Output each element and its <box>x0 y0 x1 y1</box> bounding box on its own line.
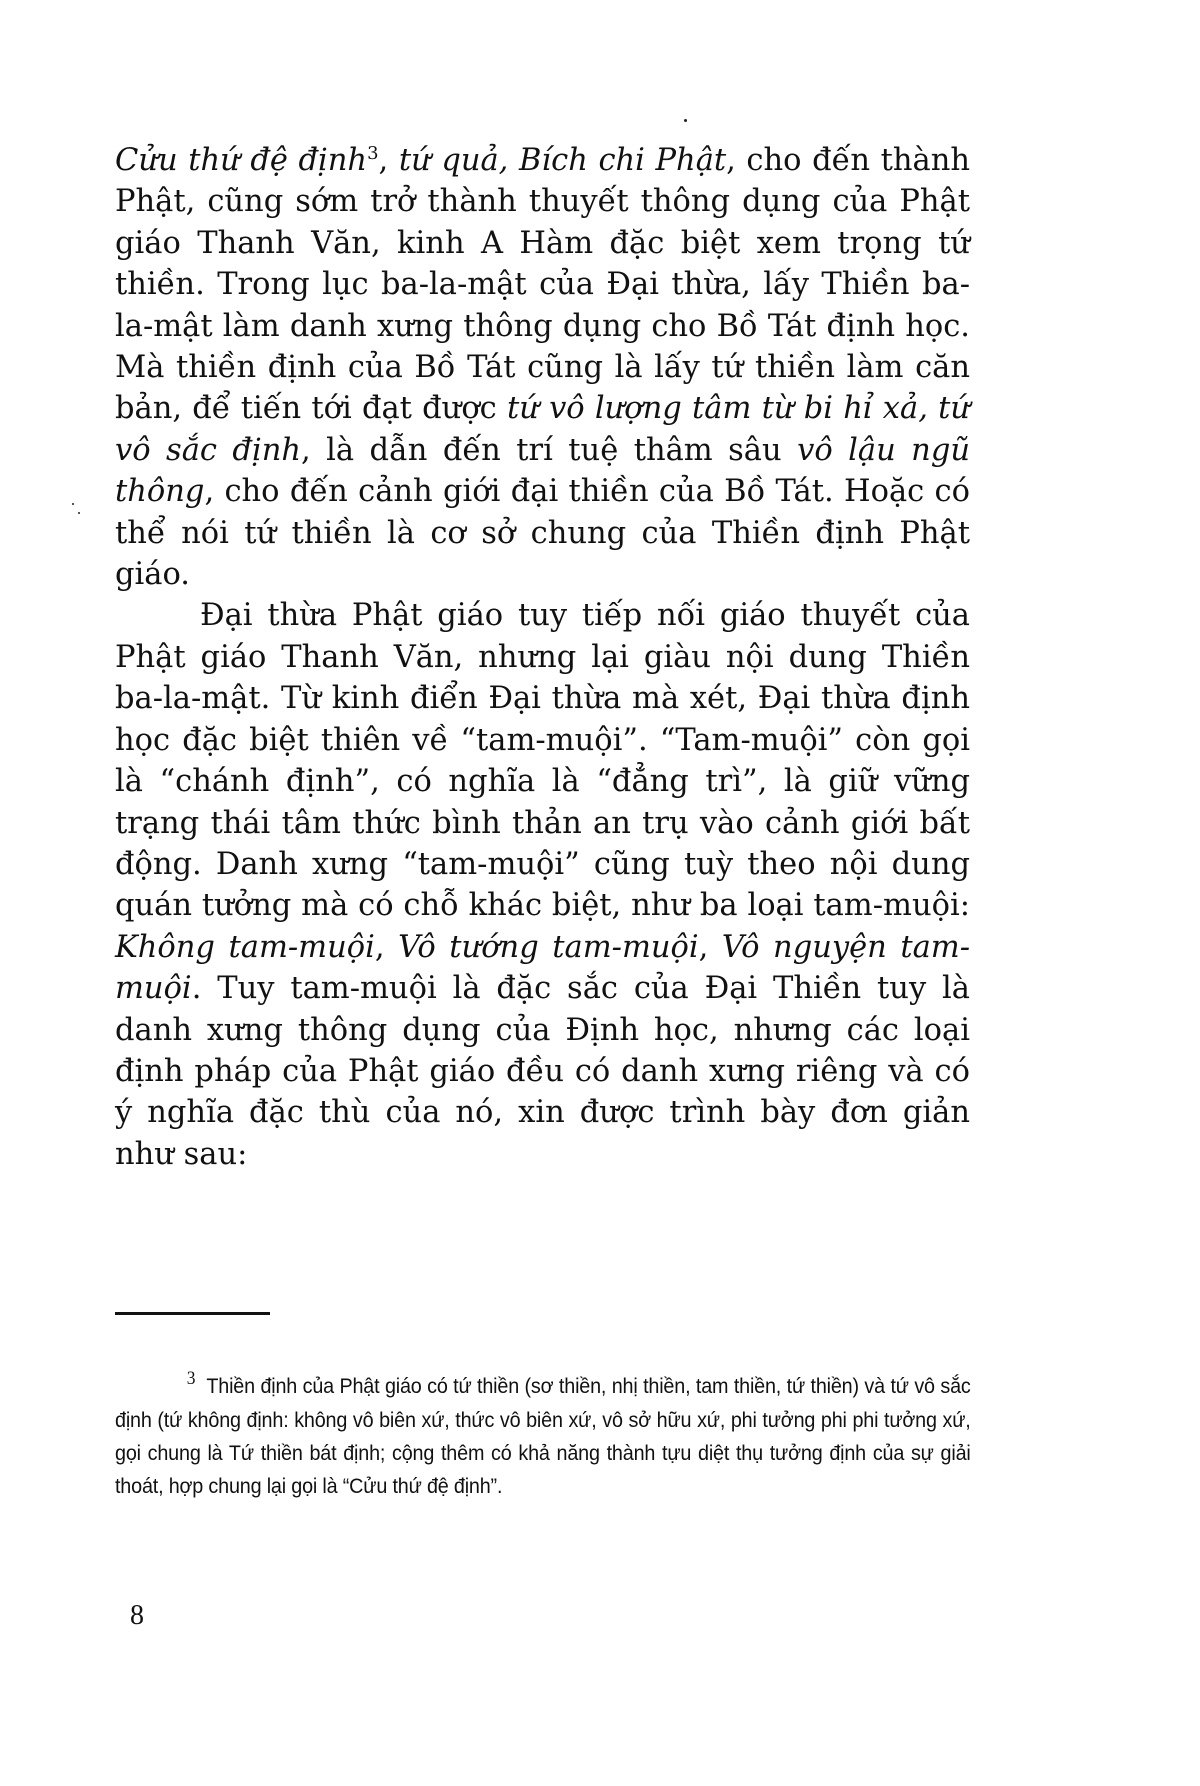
text-run: , cho đến cảnh giới đại thiền của Bồ Tát. Hoặc có thể nói tứ thiền là cơ sở chung của Thiền định Phật giáo. <box>115 474 970 593</box>
footnote <box>115 1370 971 1503</box>
italic-term: vô lậu ngũ thông <box>115 432 970 510</box>
footnote-divider <box>115 1312 270 1315</box>
paragraph-1 <box>115 140 970 595</box>
paragraph-2 <box>115 595 970 1175</box>
text-run: Đại thừa Phật giáo tuy tiếp nối giáo thuyết của Phật giáo Thanh Văn, nhưng lại giàu nội dung Thiền ba-la-mật. Từ kinh điển Đại thừa mà xét, Đại thừa định học đặc biệt thiên về “tam-muội”. “Tam-muội” còn gọi là “chánh định”, có nghĩa là “đẳng trì”, là giữ vững trạng thái tâm thức bình thản an trụ vào cảnh giới bất động. Danh xưng “tam-muội” cũng tuỳ theo nội dung quán tưởng mà có chỗ khác biệt, như ba loại tam-muội: <box>115 598 970 924</box>
text-run: , <box>698 929 722 965</box>
italic-term: Vô nguyện tam-muội <box>115 929 971 1007</box>
italic-term: Không tam-muội <box>115 929 375 965</box>
footnote-text: Thiền định của Phật giáo có tứ thiền (sơ thiền, nhị thiền, tam thiền, tứ thiền) và tứ vô sắc định (tứ không định: không vô biên xứ, thức vô biên xứ, vô sở hữu xứ, phi tưởng phi phi tưởng xứ, gọi chung là Tứ thiền bát định; cộng thêm có khả năng thành tựu diệt thụ tưởng định của sự giải thoát, hợp chung lại gọi là “Cửu thứ đệ định”. <box>115 1374 971 1498</box>
text-run: , cho đến thành Phật, cũng sớm trở thành thuyết thông dụng của Phật giáo Thanh Văn, kinh A Hàm đặc biệt xem trọng tứ thiền. Trong lục ba-la-mật của Đại thừa, lấy Thiền ba-la-mật làm danh xưng thông dụng cho Bồ Tát định học. Mà thiền định của Bồ Tát cũng là lấy tứ thiền làm căn bản, để tiến tới đạt được <box>115 143 970 427</box>
italic-term: tứ quả, Bích chi Phật <box>398 143 727 178</box>
footnote-reference[interactable]: 3 <box>367 142 379 164</box>
page-number: 8 <box>130 1600 144 1631</box>
scan-speck <box>684 119 687 122</box>
footnote-text-block <box>115 1370 971 1503</box>
italic-term: Vô tướng tam-muội <box>398 929 699 965</box>
text-run: . Tuy tam-muội là đặc sắc của Đại Thiền tuy là danh xưng thông dụng của Định học, nhưng các loại định pháp của Phật giáo đều có danh xưng riêng và có ý nghĩa đặc thù của nó, xin được trình bày đơn giản như sau: <box>115 971 970 1172</box>
scan-speck <box>78 512 80 514</box>
footnote-number: 3 <box>186 1368 196 1389</box>
text-run: , <box>374 929 399 965</box>
text-run: , <box>378 143 399 178</box>
italic-term: Cửu thứ đệ định <box>115 143 368 178</box>
text-run: , là dẫn đến trí tuệ thâm sâu <box>301 432 798 468</box>
scan-speck <box>72 503 74 505</box>
italic-term: tứ vô lượng tâm từ bi hỉ xả, tứ vô sắc định <box>115 391 970 468</box>
body-text <box>115 140 970 1175</box>
